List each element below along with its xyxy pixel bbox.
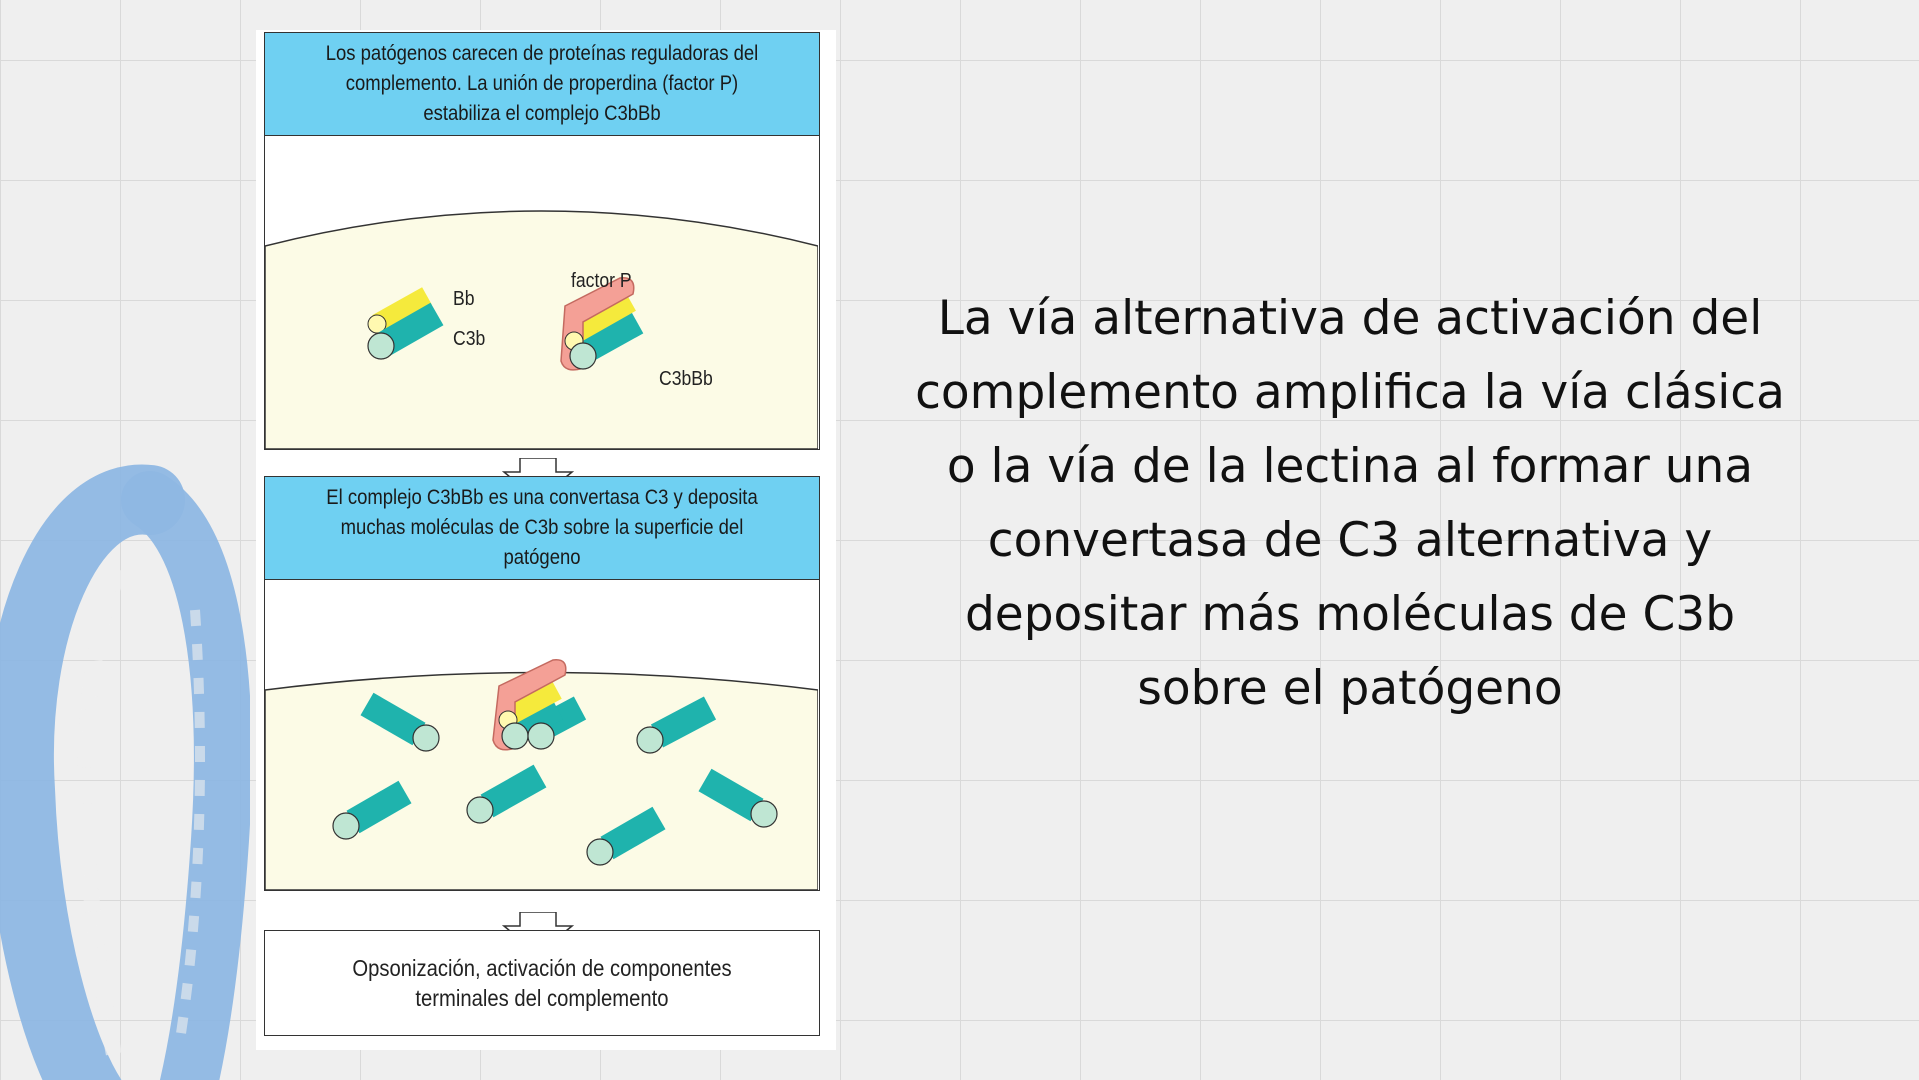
step3-caption: Opsonización, activación de componentes terminales del complemento <box>352 955 732 1011</box>
step3-caption-container <box>265 931 819 1035</box>
label-bb: Bb <box>453 288 475 310</box>
step1-caption: Los patógenos carecen de proteínas reguladoras del complemento. La unión de properdina (factor P) estabiliza el complejo C3bBb <box>298 33 786 135</box>
label-c3b: C3b <box>453 328 486 350</box>
step2-membrane-svg <box>265 580 818 890</box>
step2-box <box>264 476 820 891</box>
step1-illustration <box>265 136 819 449</box>
description-text: La vía alternativa de activación del complemento amplifica la vía clásica o la vía de la lectina al formar una convertasa de C3 alternativa y depositar más moléculas de C3b sobre el patógeno <box>915 291 1785 716</box>
label-c3bbb: C3bBb <box>659 368 713 390</box>
step2-illustration <box>265 580 819 890</box>
step1-box <box>264 32 820 450</box>
step1-membrane-svg <box>265 136 818 449</box>
step2-caption-wrap <box>265 477 819 580</box>
label-factor-p: factor P <box>571 270 632 292</box>
step3-box <box>264 930 820 1036</box>
complement-diagram <box>256 30 836 1050</box>
step2-caption: El complejo C3bBb es una convertasa C3 y deposita muchas moléculas de C3b sobre la superficie del patógeno <box>298 477 786 579</box>
step1-caption-wrap <box>265 33 819 136</box>
brush-stroke-decoration <box>0 460 250 1080</box>
